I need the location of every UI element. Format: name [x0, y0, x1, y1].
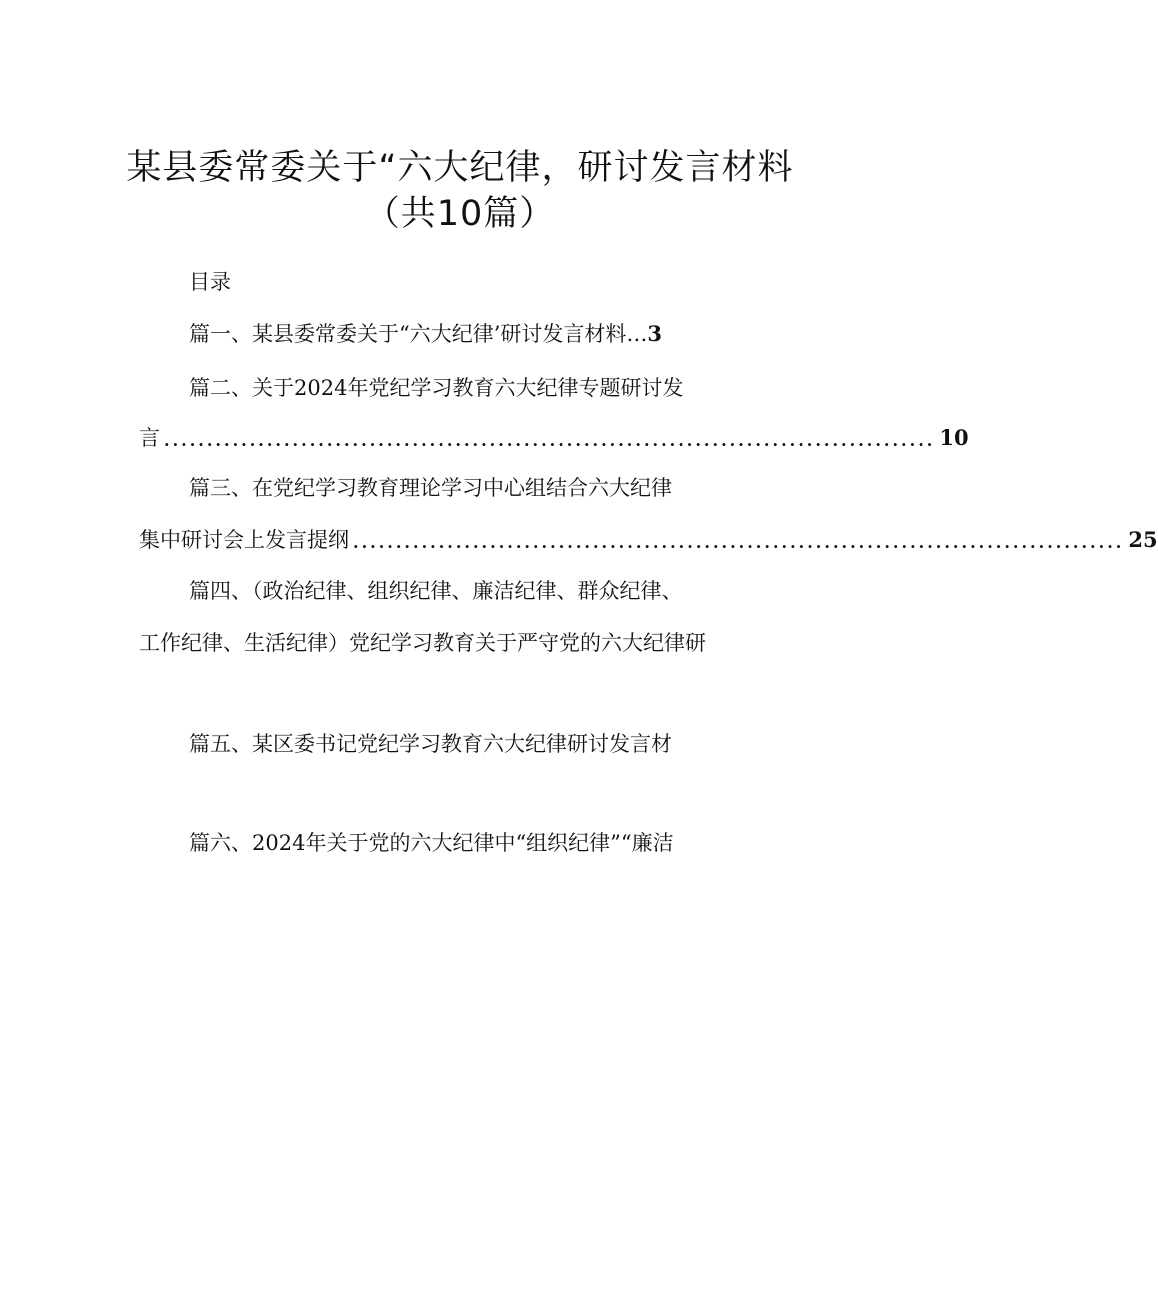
toc-leader-dots: .......................................................................................... [353, 533, 1125, 552]
toc-entry-4-line-2[interactable]: 工作纪律、生活纪律）党纪学习教育关于严守党的六大纪律研 [139, 631, 706, 655]
toc-entry-3-line-1[interactable]: 篇三、在党纪学习教育理论学习中心组结合六大纪律 [189, 476, 672, 500]
toc-entry-3-page: 25 [1128, 527, 1158, 552]
toc-entry-2-line-2[interactable] [139, 423, 969, 453]
document-title-line-1: 某县委常委关于“六大纪律，研讨发言材料 [126, 148, 794, 188]
toc-entry-4-line-1[interactable]: 篇四、（政治纪律、组织纪律、廉洁纪律、群众纪律、 [189, 579, 683, 603]
toc-entry-6[interactable]: 篇六、2024年关于党的六大纪律中“组织纪律”“廉洁 [189, 831, 674, 855]
toc-entry-5[interactable]: 篇五、某区委书记党纪学习教育六大纪律研讨发言材 [189, 732, 672, 756]
toc-entry-2-page: 10 [939, 425, 969, 450]
toc-entry-1[interactable] [189, 319, 662, 349]
toc-entry-2-text: 言 [139, 426, 160, 450]
toc-entry-3-line-2[interactable] [139, 525, 1158, 555]
toc-heading: 目录 [189, 270, 231, 294]
toc-entry-3-text: 集中研讨会上发言提纲 [139, 528, 349, 552]
document-title-line-2: （共10篇） [364, 194, 556, 234]
toc-entry-1-page: 3 [647, 321, 663, 346]
toc-entry-1-text: 篇一、某县委常委关于“六大纪律’研讨发言材料… [189, 322, 648, 346]
toc-entry-2-line-1[interactable]: 篇二、关于2024年党纪学习教育六大纪律专题研讨发 [189, 376, 684, 400]
toc-leader-dots: .......................................................................................... [164, 431, 936, 450]
